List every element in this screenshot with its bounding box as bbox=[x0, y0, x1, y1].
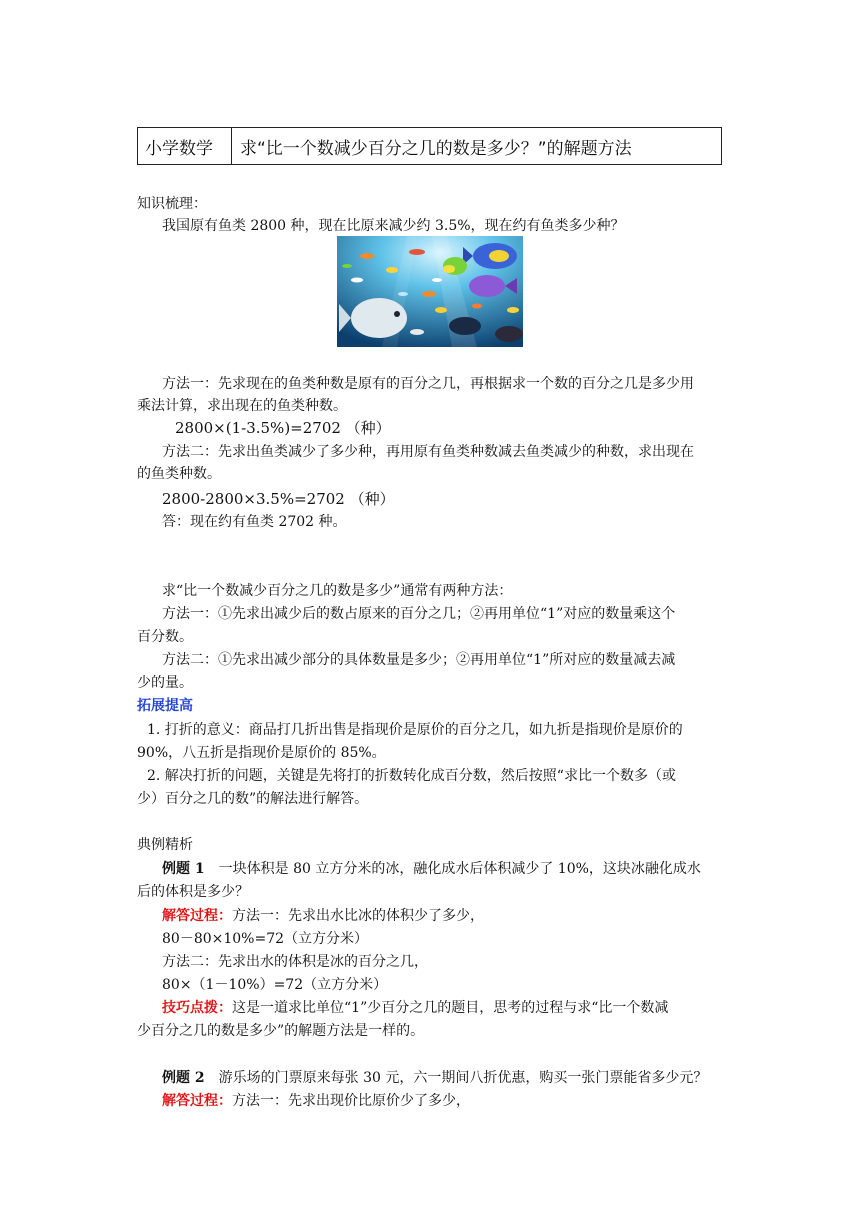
method1-line2: 乘法计算，求出现在的鱼类种数。 bbox=[137, 398, 347, 414]
summary-method2-line2: 少的量。 bbox=[137, 675, 193, 691]
example1-question-line1 bbox=[162, 858, 701, 880]
example1-tip-line2: 少百分之几的数是多少”的解题方法是一样的。 bbox=[137, 1023, 425, 1039]
example1-process-method1: 方法一：先求出水比冰的体积少了多少， bbox=[232, 908, 484, 924]
fish-illustration bbox=[337, 236, 523, 347]
summary-method1-line2: 百分数。 bbox=[137, 629, 193, 645]
title-cell: 求“比一个数减少百分之几的数是多少？”的解题方法 bbox=[240, 138, 632, 159]
summary-method2-line1: 方法二：①先求出减少部分的具体数量是多少；②再用单位“1”所对应的数量减去减 bbox=[162, 652, 676, 668]
extension-p2-line1: 2. 解决打折的问题，关键是先将打的折数转化成百分数，然后按照“求比一个数多（或 bbox=[147, 768, 676, 784]
example1-question-text: 一块体积是 80 立方分米的冰，融化成水后体积减少了 10%，这块冰融化成水 bbox=[218, 861, 701, 877]
example1-formula1: 80－80×10%=72（立方分米） bbox=[162, 931, 369, 947]
example2-question-line1 bbox=[162, 1067, 707, 1089]
extension-heading: 拓展提高 bbox=[137, 698, 193, 714]
extension-p1-line1: 1. 打折的意义：商品打几折出售是指现价是原价的百分之几，如九折是指现价是原价的 bbox=[147, 722, 683, 738]
summary-intro: 求“比一个数减少百分之几的数是多少”通常有两种方法： bbox=[162, 583, 513, 599]
extension-p1-line2: 90%，八五折是指现价是原价的 85%。 bbox=[137, 745, 386, 761]
example2-process-label: 解答过程： bbox=[162, 1093, 232, 1109]
example2-process-line bbox=[162, 1090, 470, 1112]
method2-line1: 方法二：先求出鱼类减少了多少种，再用原有鱼类种数减去鱼类减少的种数，求出现在 bbox=[162, 444, 694, 460]
fish-underwater-image bbox=[337, 236, 523, 347]
fish-question: 我国原有鱼类 2800 种，现在比原来减少约 3.5%，现在约有鱼类多少种？ bbox=[162, 218, 625, 234]
formula-2: 2800-2800×3.5%=2702 （种） bbox=[162, 490, 395, 508]
header-table bbox=[137, 127, 722, 165]
extension-p2-line2: 少）百分之几的数”的解法进行解答。 bbox=[137, 791, 369, 807]
example1-process-method2: 方法二：先求出水的体积是冰的百分之几， bbox=[162, 954, 428, 970]
summary-method1-line1: 方法一：①先求出减少后的数占原来的百分之几；②再用单位“1”对应的数量乘这个 bbox=[162, 606, 676, 622]
example1-tip-text: 这是一道求比单位“1”少百分之几的题目，思考的过程与求“比一个数减 bbox=[232, 1000, 669, 1016]
example1-question-line2: 后的体积是多少？ bbox=[137, 884, 249, 900]
example1-formula2: 80×（1－10%）=72（立方分米） bbox=[162, 977, 388, 993]
example2-question-text: 游乐场的门票原来每张 30 元，六一期间八折优惠，购买一张门票能省多少元？ bbox=[218, 1070, 708, 1086]
examples-heading: 典例精析 bbox=[137, 837, 193, 853]
subject-cell: 小学数学 bbox=[138, 128, 232, 164]
answer-line: 答：现在约有鱼类 2702 种。 bbox=[162, 514, 347, 530]
method2-line2: 的鱼类种数。 bbox=[137, 466, 221, 482]
example2-process-method1: 方法一：先求出现价比原价少了多少， bbox=[232, 1093, 470, 1109]
example1-label: 例题 1 bbox=[162, 861, 205, 877]
example2-label: 例题 2 bbox=[162, 1070, 205, 1086]
example1-process-label: 解答过程： bbox=[162, 908, 232, 924]
example1-tip-label: 技巧点拨： bbox=[162, 1000, 232, 1016]
method1-line1: 方法一：先求现在的鱼类种数是原有的百分之几，再根据求一个数的百分之几是多少用 bbox=[162, 376, 694, 392]
formula-1: 2800×(1-3.5%)=2702 （种） bbox=[175, 419, 391, 437]
knowledge-heading: 知识梳理： bbox=[137, 196, 207, 212]
example1-tip-line1 bbox=[162, 997, 668, 1019]
example1-process-line bbox=[162, 905, 484, 927]
